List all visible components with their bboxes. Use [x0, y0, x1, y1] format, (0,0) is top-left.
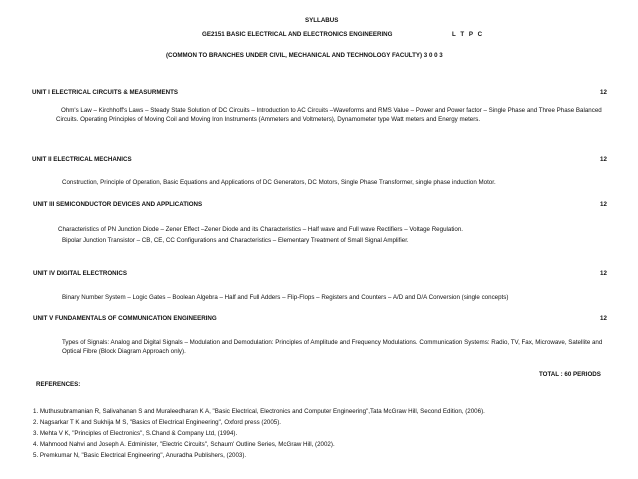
reference-item: 1. Muthusubramanian R, Salivahanan S and Muraleedharan K A, "Basic Electrical, Electronics and Computer Engineering",Tata McGraw Hill, Second Edition, (2006). — [33, 408, 485, 415]
reference-item: 3. Mehta V K, "Principles of Electronics", S.Chand & Company Ltd, (1994). — [33, 430, 238, 437]
unit-5-hours: 12 — [600, 315, 607, 322]
reference-item: 5. Premkumar N, "Basic Electrical Engineering", Anuradha Publishers, (2003). — [33, 452, 247, 459]
unit-3-title: UNIT III SEMICONDUCTOR DEVICES AND APPLICATIONS — [33, 201, 203, 208]
unit-5-title: UNIT V FUNDAMENTALS OF COMMUNICATION ENGINEERING — [33, 315, 217, 322]
reference-item: 4. Mahmood Nahvi and Joseph A. Edminister, "Electric Circuits", Schaum' Outline Series, McGraw Hill, (2002). — [33, 441, 335, 448]
references-heading: REFERENCES: — [36, 381, 81, 388]
total-periods: TOTAL : 60 PERIODS — [539, 371, 601, 378]
reference-item: 2. Nagsarkar T K and Sukhija M S, "Basics of Electrical Engineering", Oxford press (2005). — [33, 419, 281, 426]
unit-3-content-line-1: Characteristics of PN Junction Diode – Zener Effect –Zener Diode and its Characteristics – Half wave and Full wave Rectifiers – Voltage Regulation. — [58, 226, 464, 233]
unit-4-hours: 12 — [600, 270, 607, 277]
unit-1-title: UNIT I ELECTRICAL CIRCUITS & MEASURMENTS — [32, 89, 178, 96]
unit-4-title: UNIT IV DIGITAL ELECTRONICS — [33, 270, 127, 277]
unit-3-content-line-2: Bipolar Junction Transistor – CB, CE, CC Configurations and Characteristics – Elementary Treatment of Small Signal Amplifier. — [62, 237, 409, 244]
course-title: GE2151 BASIC ELECTRICAL AND ELECTRONICS ENGINEERING — [202, 31, 393, 38]
syllabus-heading: SYLLABUS — [305, 17, 339, 24]
unit-1-content: Ohm's Law – Kirchhoff's Laws – Steady State Solution of DC Circuits – Introduction to AC Circuits –Waveforms and RMS Value – Power and Power factor – Single Phase and Three Phase Balanced Circuits. Operating Principles of Moving Coil and Moving Iron Instruments (Ammeters and Voltmeters), Dynamometer type Watt meters and Energy meters. — [56, 107, 602, 123]
unit-5-content: Types of Signals: Analog and Digital Signals – Modulation and Demodulation: Principles of Amplitude and Frequency Modulations. Communication Systems: Radio, TV, Fax, Microwave, Satellite and Optical Fibre (Block Diagram Approach only). — [62, 339, 603, 355]
common-to-line: (COMMON TO BRANCHES UNDER CIVIL, MECHANICAL AND TECHNOLOGY FACULTY) 3 0 0 3 — [166, 52, 443, 59]
ltpc-label: L T P C — [452, 31, 484, 38]
unit-3-hours: 12 — [600, 201, 607, 208]
unit-2-title: UNIT II ELECTRICAL MECHANICS — [32, 156, 132, 163]
unit-2-content: Construction, Principle of Operation, Basic Equations and Applications of DC Generators, DC Motors, Single Phase Transformer, single phase induction Motor. — [62, 179, 496, 186]
unit-2-hours: 12 — [600, 156, 607, 163]
unit-1-hours: 12 — [600, 89, 607, 96]
unit-4-content: Binary Number System – Logic Gates – Boolean Algebra – Half and Full Adders – Flip-Flops – Registers and Counters – A/D and D/A Conversion (single concepts) — [62, 294, 509, 301]
